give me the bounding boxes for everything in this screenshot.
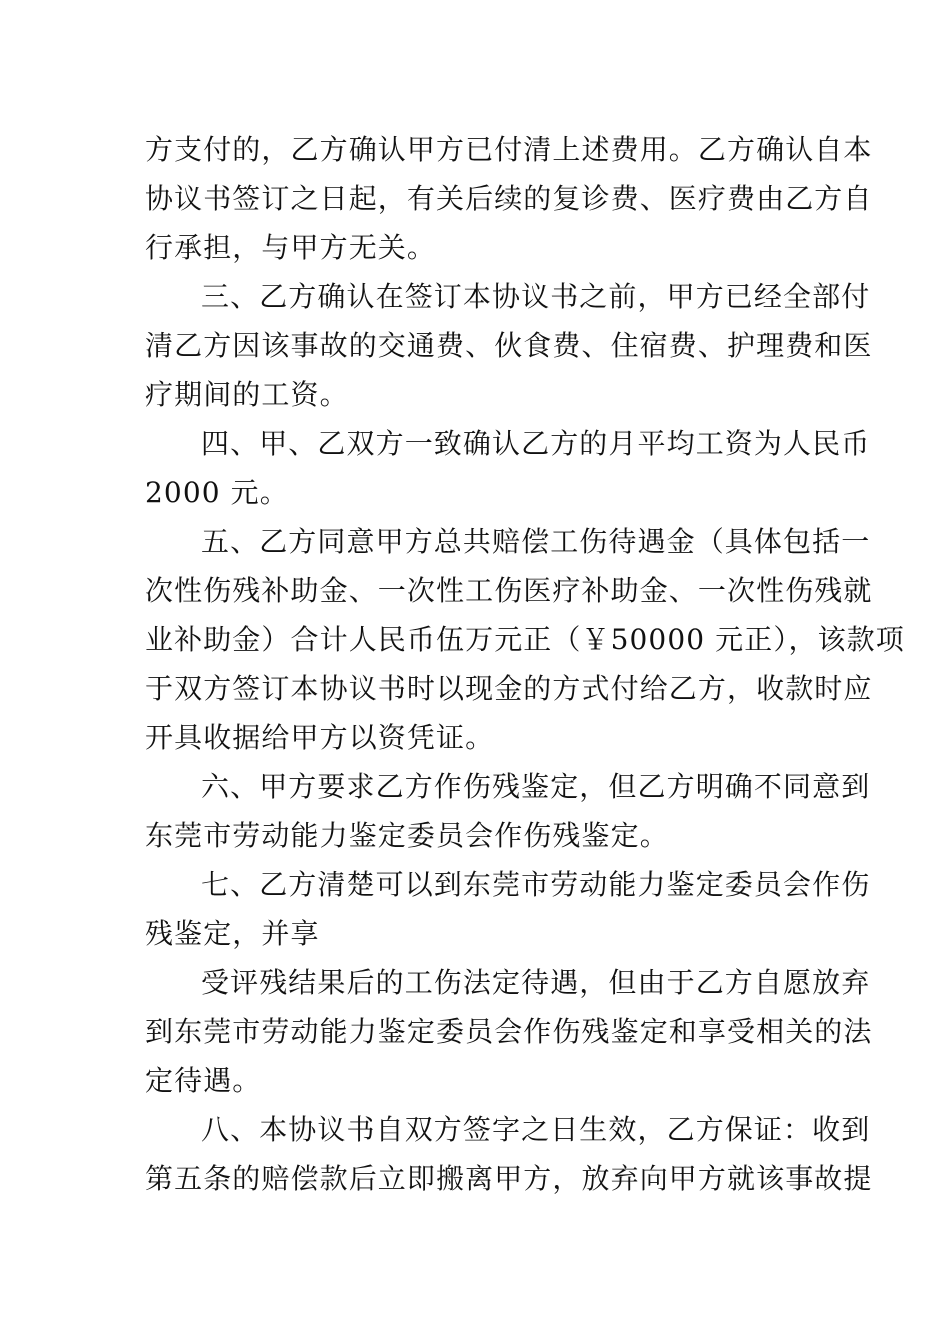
clause-7-line-4: 到东莞市劳动能力鉴定委员会作伤残鉴定和享受相关的法 xyxy=(145,1015,873,1048)
clause-7-line-1: 七、乙方清楚可以到东莞市劳动能力鉴定委员会作伤 xyxy=(201,868,871,901)
clause-7-line-2: 残鉴定，并享 xyxy=(145,917,320,950)
clause-5-line-2: 次性伤残补助金、一次性工伤医疗补助金、一次性伤残就 xyxy=(145,574,873,607)
document-body xyxy=(145,125,905,1203)
clause-6-line-2: 东莞市劳动能力鉴定委员会作伤残鉴定。 xyxy=(145,819,669,852)
clause-3-line-1: 三、乙方确认在签订本协议书之前，甲方已经全部付 xyxy=(201,280,871,313)
clause-7-line-5: 定待遇。 xyxy=(145,1064,262,1097)
text-line-1: 方支付的，乙方确认甲方已付清上述费用。乙方确认自本 xyxy=(145,133,873,166)
clause-4-line-2: 2000 元。 xyxy=(145,476,289,509)
clause-6-line-1: 六、甲方要求乙方作伤残鉴定，但乙方明确不同意到 xyxy=(201,770,871,803)
clause-3-line-2: 清乙方因该事故的交通费、伙食费、住宿费、护理费和医 xyxy=(145,329,873,362)
clause-8-line-2: 第五条的赔偿款后立即搬离甲方，放弃向甲方就该事故提 xyxy=(145,1162,873,1195)
clause-5-line-3: 业补助金）合计人民币伍万元正（￥50000 元正），该款项 xyxy=(145,623,905,656)
text-line-2: 协议书签订之日起，有关后续的复诊费、医疗费由乙方自 xyxy=(145,182,873,215)
clause-5-line-4: 于双方签订本协议书时以现金的方式付给乙方，收款时应 xyxy=(145,672,873,705)
clause-7-line-3: 受评残结果后的工伤法定待遇，但由于乙方自愿放弃 xyxy=(201,966,871,999)
clause-5-line-5: 开具收据给甲方以资凭证。 xyxy=(145,721,495,754)
clause-3-line-3: 疗期间的工资。 xyxy=(145,378,349,411)
text-line-3: 行承担，与甲方无关。 xyxy=(145,231,437,264)
clause-8-line-1: 八、本协议书自双方签字之日生效，乙方保证：收到 xyxy=(201,1113,871,1146)
clause-5-line-1: 五、乙方同意甲方总共赔偿工伤待遇金（具体包括一 xyxy=(201,525,871,558)
clause-4-line-1: 四、甲、乙双方一致确认乙方的月平均工资为人民币 xyxy=(201,427,871,460)
